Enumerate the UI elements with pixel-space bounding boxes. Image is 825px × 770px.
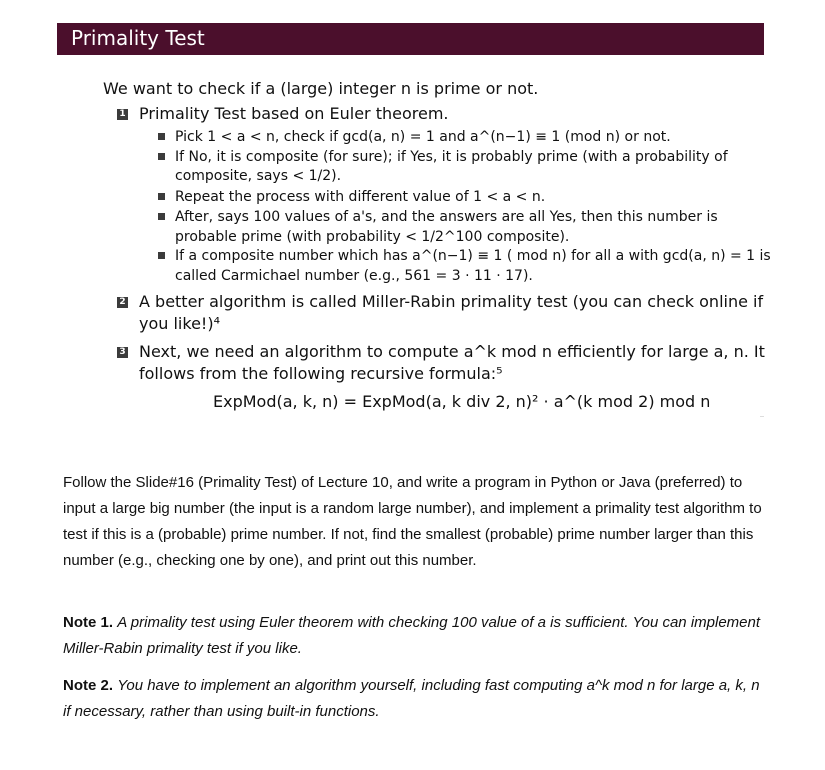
slide-title: Primality Test [71, 26, 205, 50]
note-1-text: A primality test using Euler theorem with checking 100 value of a is sufficient. You can implement Miller-Rabin primality test if you like. [63, 614, 761, 657]
item-number-2: 2 [117, 297, 128, 308]
note-1-label: Note 1. [63, 614, 114, 631]
item-1-text: Primality Test based on Euler theorem. [139, 104, 449, 123]
bullet-1-line-1: Pick 1 < a < n, check if gcd(a, n) = 1 and a^(n−1) ≡ 1 (mod n) or not. [175, 129, 671, 145]
bullet-marker [158, 193, 165, 200]
note-1 [63, 610, 763, 662]
item-3-line-1: Next, we need an algorithm to compute a^k mod n efficiently for large a, n. It [139, 342, 765, 361]
item-number-1: 1 [117, 109, 128, 120]
bullet-marker [158, 133, 165, 140]
note-2 [63, 673, 763, 725]
slide-intro: We want to check if a (large) integer n is prime or not. [103, 79, 539, 98]
item-2-line-1: A better algorithm is called Miller-Rabin primality test (you can check online if [139, 292, 764, 311]
task-paragraph: Follow the Slide#16 (Primality Test) of Lecture 10, and write a program in Python or Java (preferred) to input a large big number (the input is a random large number), and implement a primality test algorithm to test if this is a (probable) prime number. If not, find the smallest (probable) prime number larger than this number (e.g., checking one by one), and print out this number. [63, 474, 762, 569]
bullet-5-line-1: If a composite number which has a^(n−1) ≡ 1 ( mod n) for all a with gcd(a, n) = 1 is [175, 248, 771, 264]
bullet-3-line-1: Repeat the process with different value of 1 < a < n. [175, 189, 546, 205]
bullet-5-line-2: called Carmichael number (e.g., 561 = 3 · 11 · 17). [175, 268, 533, 284]
bullet-4-line-2: probable prime (with probability < 1/2^100 composite). [175, 229, 570, 245]
divider [760, 416, 764, 417]
bullet-marker [158, 153, 165, 160]
bullet-2-line-2: composite, says < 1/2). [175, 168, 342, 184]
expmod-formula: ExpMod(a, k, n) = ExpMod(a, k div 2, n)² · a^(k mod 2) mod n [213, 392, 711, 411]
note-2-text: You have to implement an algorithm yourself, including fast computing a^k mod n for large a, k, n if necessary, rather than using built-in functions. [63, 677, 760, 720]
note-2-label: Note 2. [63, 677, 114, 694]
bullet-marker [158, 252, 165, 259]
item-2-line-2: you like!)⁴ [139, 314, 220, 333]
item-3-line-2: follows from the following recursive formula:⁵ [139, 364, 503, 383]
item-number-3: 3 [117, 347, 128, 358]
bullet-marker [158, 213, 165, 220]
bullet-4-line-1: After, says 100 values of a's, and the answers are all Yes, then this number is [175, 209, 718, 225]
bullet-2-line-1: If No, it is composite (for sure); if Yes, it is probably prime (with a probability of [175, 149, 728, 165]
